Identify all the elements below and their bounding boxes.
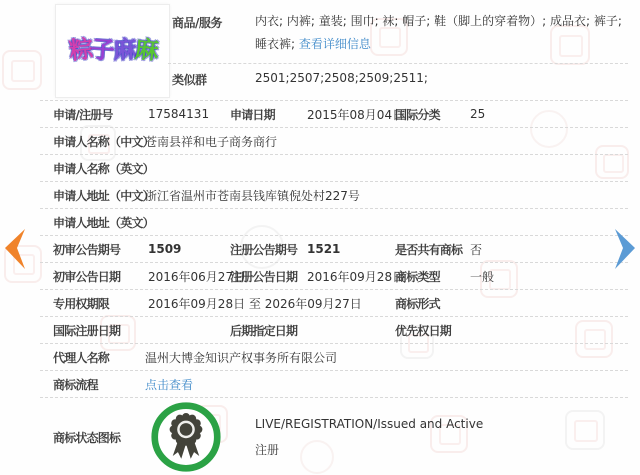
shared-mark-value: 否	[470, 242, 483, 257]
row-address-cn	[40, 182, 628, 209]
status-text	[255, 417, 483, 458]
applicant-en-label: 申请人名称（英文）	[53, 161, 154, 176]
exclusive-period-value: 2016年09月28日 至 2026年09月27日	[148, 296, 362, 311]
intl-class-label: 国际分类	[395, 107, 440, 122]
row-registration	[40, 101, 628, 128]
address-cn-value: 浙江省温州市苍南县钱库镇倪处村227号	[145, 188, 360, 203]
similar-group-label: 类似群	[172, 73, 207, 87]
status-label: 商标状态图标	[53, 430, 121, 445]
mark-type-label: 商标类型	[395, 269, 440, 284]
row-process	[40, 371, 628, 398]
first-pub-date-value: 2016年06月27日	[148, 269, 246, 284]
intl-class-value: 25	[470, 107, 486, 121]
row-intl-dates	[40, 317, 628, 344]
view-details-link[interactable]: 查看详细信息	[298, 37, 371, 51]
registration-badge-icon	[145, 401, 222, 473]
shared-mark-label: 是否共有商标	[395, 242, 463, 257]
row-status	[40, 398, 628, 475]
rosette-medal-icon	[150, 401, 222, 473]
first-pub-no-label: 初审公告期号	[53, 242, 121, 257]
agent-name-value: 温州大博金知识产权事务所有限公司	[145, 350, 338, 365]
row-agent	[40, 344, 628, 371]
status-line1: LIVE/REGISTRATION/Issued and Active	[255, 416, 484, 431]
reg-pub-date-value: 2016年09月28日	[307, 269, 405, 284]
status-line2: 注册	[255, 442, 280, 457]
goods-value	[255, 10, 629, 56]
goods-section	[40, 0, 628, 101]
app-date-value: 2015年08月04日	[307, 107, 405, 122]
divider	[168, 63, 628, 64]
goods-value-text: 内衣; 内裤; 童装; 围巾; 袜; 帽子; 鞋（脚上的穿着物）; 成品衣; 裤子; 睡衣裤;	[255, 14, 622, 51]
first-pub-no-value: 1509	[148, 242, 182, 256]
reg-no-label: 申请/注册号	[53, 107, 113, 122]
applicant-cn-value: 苍南县祥和电子商务商行	[145, 134, 278, 149]
row-applicant-en	[40, 155, 628, 182]
priority-date-label: 优先权日期	[395, 323, 452, 338]
mark-form-label: 商标形式	[395, 296, 440, 311]
reg-pub-no-value: 1521	[307, 242, 341, 256]
row-publication-no	[40, 236, 628, 263]
row-address-en	[40, 209, 628, 236]
trademark-logo-text: 粽子麻麻	[67, 34, 158, 65]
similar-group-value: 2501;2507;2508;2509;2511;	[255, 71, 428, 85]
intl-reg-date-label: 国际注册日期	[53, 323, 121, 338]
later-designation-date-label: 后期指定日期	[230, 323, 298, 338]
app-date-label: 申请日期	[230, 107, 275, 122]
reg-pub-date-label: 注册公告日期	[230, 269, 298, 284]
address-cn-label: 申请人地址（中文）	[53, 188, 154, 203]
row-exclusive-period	[40, 290, 628, 317]
row-publication-date	[40, 263, 628, 290]
row-applicant-cn	[40, 128, 628, 155]
agent-name-label: 代理人名称	[53, 350, 110, 365]
process-view-link[interactable]: 点击查看	[145, 377, 194, 392]
trademark-image	[55, 4, 170, 98]
address-en-label: 申请人地址（英文）	[53, 215, 154, 230]
next-arrow-icon[interactable]	[614, 227, 638, 271]
reg-pub-no-label: 注册公告期号	[230, 242, 298, 257]
prev-arrow-icon[interactable]	[2, 227, 26, 271]
first-pub-date-label: 初审公告日期	[53, 269, 121, 284]
mark-type-value: 一般	[470, 269, 495, 284]
process-label: 商标流程	[53, 377, 98, 392]
applicant-cn-label: 申请人名称（中文）	[53, 134, 154, 149]
goods-label: 商品/服务	[172, 16, 222, 30]
exclusive-period-label: 专用权期限	[53, 296, 110, 311]
trademark-detail-table	[40, 0, 628, 475]
reg-no-value: 17584131	[148, 107, 210, 121]
